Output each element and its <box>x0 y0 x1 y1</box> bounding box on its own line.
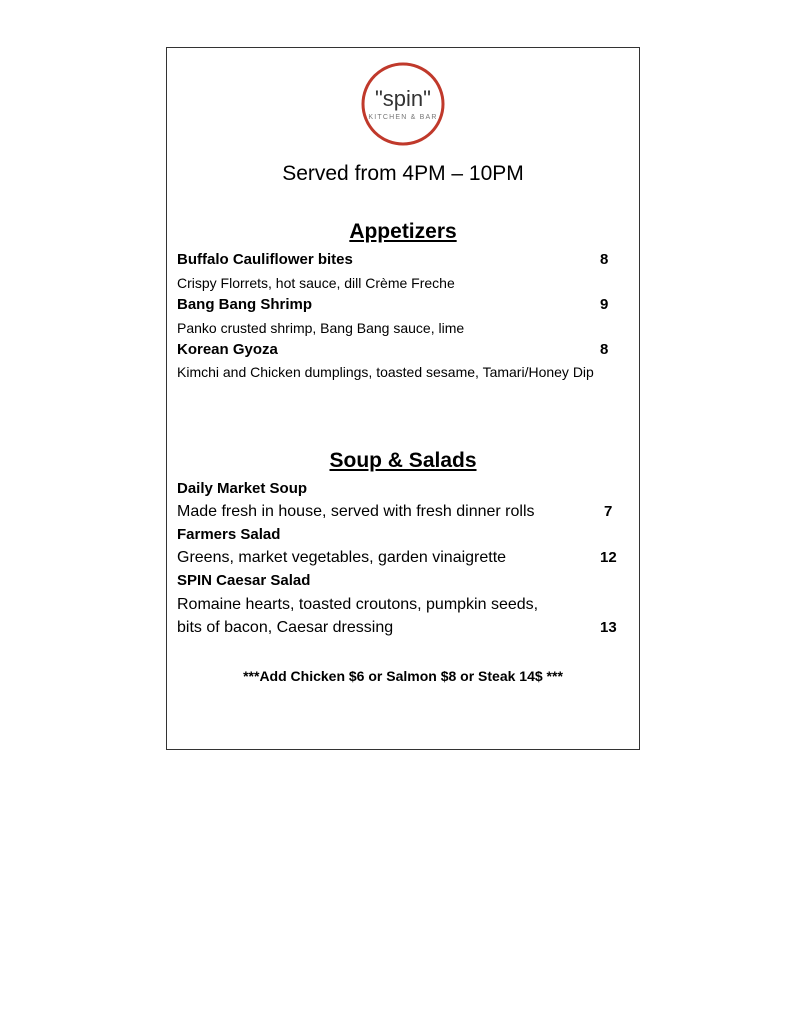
menu-item-price: 8 <box>600 341 609 358</box>
menu-item-description: Panko crusted shrimp, Bang Bang sauce, lime <box>177 320 465 336</box>
menu-item-name: Korean Gyoza <box>177 341 278 358</box>
menu-item-description: bits of bacon, Caesar dressing <box>177 619 394 636</box>
spin-logo <box>360 61 446 147</box>
soup-salads-heading: Soup & Salads <box>329 449 477 472</box>
menu-item-description: Kimchi and Chicken dumplings, toasted sesame, Tamari/Honey Dip <box>177 364 594 380</box>
menu-item-name: Farmers Salad <box>177 526 281 543</box>
addon-note: ***Add Chicken $6 or Salmon $8 or Steak 14$ *** <box>243 668 563 684</box>
menu-item-price: 8 <box>600 251 609 268</box>
menu-item-price: 9 <box>600 296 609 313</box>
menu-item-price: 7 <box>604 503 613 520</box>
menu-item-description: Romaine hearts, toasted croutons, pumpkin seeds, <box>177 596 539 613</box>
appetizers-heading: Appetizers <box>349 220 457 243</box>
logo-text: "spin" <box>375 86 431 111</box>
served-hours: Served from 4PM – 10PM <box>282 162 524 185</box>
menu-item-name: Bang Bang Shrimp <box>177 296 313 313</box>
menu-item-name: Buffalo Cauliflower bites <box>177 251 353 268</box>
menu-item-price: 12 <box>600 549 617 566</box>
menu-item-price: 13 <box>600 619 617 636</box>
menu-item-description: Greens, market vegetables, garden vinaigrette <box>177 549 507 566</box>
logo-subtext: KITCHEN & BAR <box>368 114 438 121</box>
menu-item-name: SPIN Caesar Salad <box>177 572 311 589</box>
menu-item-description: Crispy Florrets, hot sauce, dill Crème Freche <box>177 275 455 291</box>
menu-item-name: Daily Market Soup <box>177 480 308 497</box>
menu-item-description: Made fresh in house, served with fresh dinner rolls <box>177 503 535 520</box>
menu-card <box>166 47 640 750</box>
